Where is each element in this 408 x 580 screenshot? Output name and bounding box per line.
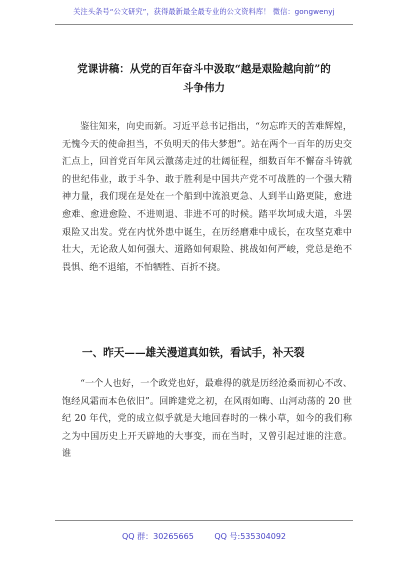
footer — [0, 531, 408, 542]
title-line-2: 斗争伟力 — [183, 82, 225, 94]
footer-divider — [55, 520, 353, 521]
document-title — [60, 60, 348, 98]
header-divider — [55, 24, 353, 25]
title-line-1: 党课讲稿：从党的百年奋斗中汲取“越是艰险越向前”的 — [77, 63, 331, 75]
paragraph-intro: 鉴往知来，向史而新。习近平总书记指出，“勿忘昨天的苦难辉煌，无愧今天的使命担当，不负明天的伟大梦想”。站在两个一百年的历史交汇点上，回首党百年风云激荡走过的壮阔征程，细数百年不懈奋斗铸就的世纪伟业，敢于斗争、敢于胜利是中国共产党不可战胜的一个强大精神力量，我们现在是处在一个船到中流浪更急、人到半山路更陡，愈进愈难、愈进愈险、不进则退、非进不可的时候。踏平坎坷成大道，斗罢艰险又出发。党在内忧外患中诞生，在历经磨难中成长，在攻坚克难中壮大，无论敌人如何强大、道路如何艰险、挑战如何严峻，党总是绝不畏惧、绝不退缩，不怕牺牲、百折不挠。 — [62, 122, 352, 273]
footer-qq-group: QQ 群：30265665 — [121, 532, 194, 541]
paragraph-section-1: “一个人也好，一个政党也好，最难得的就是历经沧桑而初心不改、饱经风霜而本色依旧”。回眸建党之初，在风雨如晦、山河动荡的 20 世纪 20 年代，党的成立似乎就是大地回春时的一株小草，如今的我们称之为中国历史上开天辟地的大事变，而在当时，又曾引起过谁的注意。谁 — [62, 379, 352, 460]
section-heading-1: 一、昨天——雄关漫道真如铁，看试手，补天裂 — [82, 347, 305, 359]
header-banner: 关注头条号“公文研究”，获得最新最全最专业的公文资料库！ 微信：gongwenyj — [73, 7, 335, 16]
footer-qq-number: QQ 号:535304092 — [214, 532, 287, 541]
